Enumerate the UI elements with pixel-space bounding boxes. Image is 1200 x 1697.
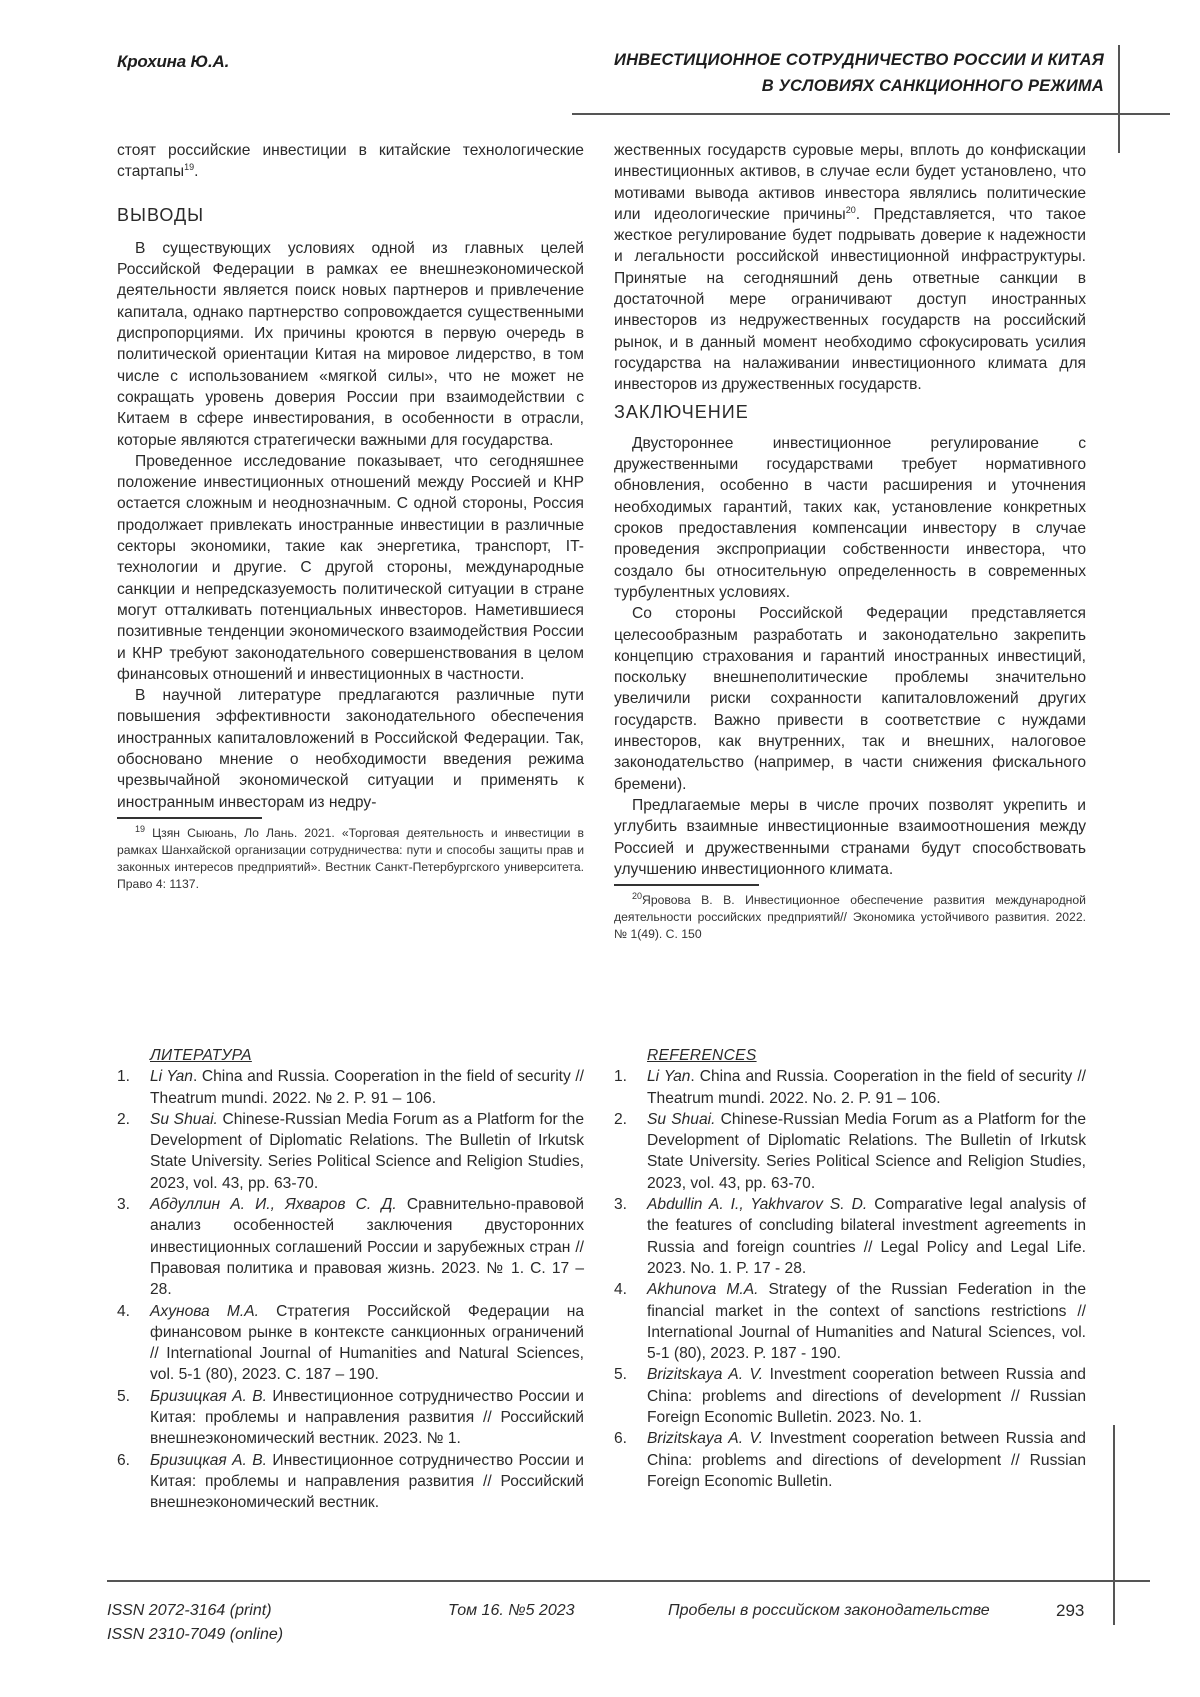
continuation-paragraph: жественных государств суровые меры, вплоть до конфискации инвестиционных активов, в случае если будет установлено, что мотивами вывода активов инвестора являлись политические или идеологические причины$^{20}$. Представляется, что такое жесткое регулирование будет подрывать доверие к надежности и легальности российской инвестиционной инфраструктуры. Принятые на сегодняшний день ответные санкции в достаточной мере ограничивают доступ иностранных инвесторов из недружественных государств на российский рынок, и в данный момент необходимо сфокусировать усилия государства на налаживании инвестиционного климата для инвесторов из дружественных государств. xyxy=(614,142,1086,394)
body-paragraph: В научной литературе предлагаются различные пути повышения эффективности законодательного обеспечения иностранных капиталовложений в Российской Федерации. Так, обосновано мнение о необходимости введения режима чрезвычайной экономической ситуации и применять к иностранным инвесторам из недру- xyxy=(117,687,584,811)
right-text-column xyxy=(614,140,1086,943)
reference-item: 2. Su Shuai. Chinese-Russian Media Forum as a Platform for the Development of Diplomatic Relations. The Bulletin of Irkutsk State University. Series Political Science and Religion Studies, 2023, vol. 43, pp. 63-70. xyxy=(614,1110,1086,1192)
reference-item: 6. Brizitskaya A. V. Investment cooperation between Russia and China: problems and directions of development // Russian Foreign Economic Bulletin. xyxy=(614,1430,1086,1490)
reference-item: 5. Brizitskaya A. V. Investment cooperation between Russia and China: problems and directions of development // Russian Foreign Economic Bulletin. 2023. No. 1. xyxy=(614,1366,1086,1427)
body-paragraph: Двустороннее инвестиционное регулирование с дружественными государствами требует нормативного обновления, особенно в части расширения и уточнения необходимых гарантий, таких как, установление конкретных сроков предоставления компенсации инвестору в случае проведения экспроприации собственности инвестора, что создало бы относительную определенность в современных турбулентных условиях. xyxy=(614,434,1086,601)
references-en-title: REFERENCES xyxy=(647,1047,757,1064)
footnote-rule xyxy=(117,817,262,819)
footer-divider xyxy=(107,1580,1150,1582)
running-header-author: Крохина Ю.А. xyxy=(117,52,230,71)
section-heading-conclusion: ЗАКЛЮЧЕНИЕ xyxy=(614,401,749,422)
footnote-20: $^{20}$Яровова В. В. Инвестиционное обеспечение развития международной деятельности российских предприятий// Экономика устойчивого развития. 2022. № 1(49). С. 150 xyxy=(614,891,1086,942)
issn-print: ISSN 2072-3164 (print) xyxy=(107,1602,272,1619)
footer-crop-mark xyxy=(1113,1425,1115,1625)
reference-item: 4. Ахунова М.А. Стратегия Российской Федерации на финансовом рынке в контексте санкционных ограничений // International Journal of Humanities and Natural Sciences, vol. 5-1 (80), 2023. С. 187 – 190. xyxy=(117,1302,584,1384)
reference-item: 1. Li Yan. China and Russia. Cooperation in the field of security // Theatrum mundi. 2022. No. 2. P. 91 – 106. xyxy=(614,1068,1086,1107)
footnote-ref-20: 20 xyxy=(845,204,856,215)
references-en xyxy=(614,1045,1086,1492)
body-paragraph: Со стороны Российской Федерации представляется целесообразным разработать и законодательно закрепить концепцию страхования и гарантий иностранных инвестиций, поскольку внешнеполитические проблемы значительно увеличили риски сохранности капиталовложений других государств. Важно привести в соответствие с нуждами инвесторов, как внутренних, так и внешних, налоговое законодательство (например, в части снижения фискального бремени). xyxy=(614,605,1086,793)
issn-online: ISSN 2310-7049 (online) xyxy=(107,1626,284,1643)
reference-item: 3. Abdullin A. I., Yakhvarov S. D. Comparative legal analysis of the features of concluding bilateral investment agreements in Russia and foreign countries // Legal Policy and Legal Life. 2023. No. 1. P. 17 - 28. xyxy=(614,1196,1086,1277)
footer-volume: Том 16. №5 2023 xyxy=(448,1602,575,1619)
reference-item: 5. Бризицкая А. В. Инвестиционное сотрудничество России и Китая: проблемы и направления развития // Российский внешнеэкономический вестник. 2023. № 1. xyxy=(117,1387,584,1448)
reference-item: 4. Akhunova M.A. Strategy of the Russian Federation in the financial market in the context of sanctions restrictions // International Journal of Humanities and Natural Sciences, vol. 5-1 (80), 2023. P. 187 - 190. xyxy=(614,1281,1086,1363)
header-crop-mark xyxy=(1118,45,1120,153)
reference-item: 1. Li Yan. China and Russia. Cooperation in the field of security // Theatrum mundi. 2022. № 2. P. 91 – 106. xyxy=(117,1068,584,1107)
footnote-ref-19: 19 xyxy=(184,162,195,173)
left-text-column xyxy=(117,140,584,893)
reference-item: 6. Бризицкая А. В. Инвестиционное сотрудничество России и Китая: проблемы и направления развития // Российский внешнеэкономический вестник. xyxy=(117,1451,584,1512)
footer-issn xyxy=(107,1599,283,1647)
reference-item: 3. Абдуллин А. И., Яхваров С. Д. Сравнительно-правовой анализ особенностей заключения двусторонних инвестиционных соглашений России и зарубежных стран // Правовая политика и правовая жизнь. 2023. № 1. С. 17 – 28. xyxy=(117,1196,584,1299)
references-ru xyxy=(117,1045,584,1514)
footnote-19: $^{19}$ Цзян Сыюань, Ло Лань. 2021. «Торговая деятельность и инвестиции в рамках Шанхайской организации сотрудничества: пути и способы защиты прав и законных интересов предприятий». Вестник Санкт-Петербургского университета. Право 4: 1137. xyxy=(117,823,584,891)
reference-item: 2. Su Shuai. Chinese-Russian Media Forum as a Platform for the Development of Diplomatic Relations. The Bulletin of Irkutsk State University. Series Political Science and Religion Studies, 2023, vol. 43, pp. 63-70. xyxy=(117,1110,584,1192)
footnote-rule xyxy=(614,884,759,886)
body-paragraph: Проведенное исследование показывает, что сегодняшнее положение инвестиционных отношений между Россией и КНР остается сложным и неоднозначным. С одной стороны, Россия продолжает привлекать иностранные инвестиции в различные секторы экономики, такие как энергетика, транспорт, IT-технологии и другие. С другой стороны, международные санкции и непредсказуемость политической ситуации в стране могут отталкивать потенциальных инвесторов. Наметившиеся позитивные тенденции экономического взаимодействия России и КНР требуют законодательного совершенствования в целом финансовых отношений и инвестиционных в частности. xyxy=(117,452,584,683)
running-header-title-line2: В УСЛОВИЯХ САНКЦИОННОГО РЕЖИМА xyxy=(761,77,1104,95)
body-paragraph: Предлагаемые меры в числе прочих позволят укрепить и углубить взаимные инвестиционные взаимоотношения между Россией и дружественными странами будут способствовать улучшению инвестиционного климата. xyxy=(614,796,1086,878)
footer-journal-name: Пробелы в российском законодательстве xyxy=(668,1602,990,1619)
header-divider xyxy=(572,113,1170,115)
section-heading-conclusions: ВЫВОДЫ xyxy=(117,204,205,225)
page-number: 293 xyxy=(1056,1601,1085,1620)
references-ru-title: ЛИТЕРАТУРА xyxy=(150,1047,252,1064)
intro-paragraph: стоят российские инвестиции в китайские технологические стартапы$^{19}$. xyxy=(117,142,584,181)
running-header-title-line1: ИНВЕСТИЦИОННОЕ СОТРУДНИЧЕСТВО РОССИИ И КИТАЯ xyxy=(614,51,1104,69)
body-paragraph: В существующих условиях одной из главных целей Российской Федерации в рамках ее внешнеэкономической деятельности является поиск новых партнеров и привлечение капитала, однако партнерство сопровождается существенными диспропорциями. Их причины кроются в первую очередь в политической ориентации Китая на мировое лидерство, в том числе с использованием «мягкой силы», что не может не сокращать уровень доверия России при взаимодействии с Китаем в сфере инвестирования, в особенности в отрасли, которые являются стратегически важными для государства. xyxy=(117,239,584,449)
running-header-title xyxy=(504,47,1104,99)
